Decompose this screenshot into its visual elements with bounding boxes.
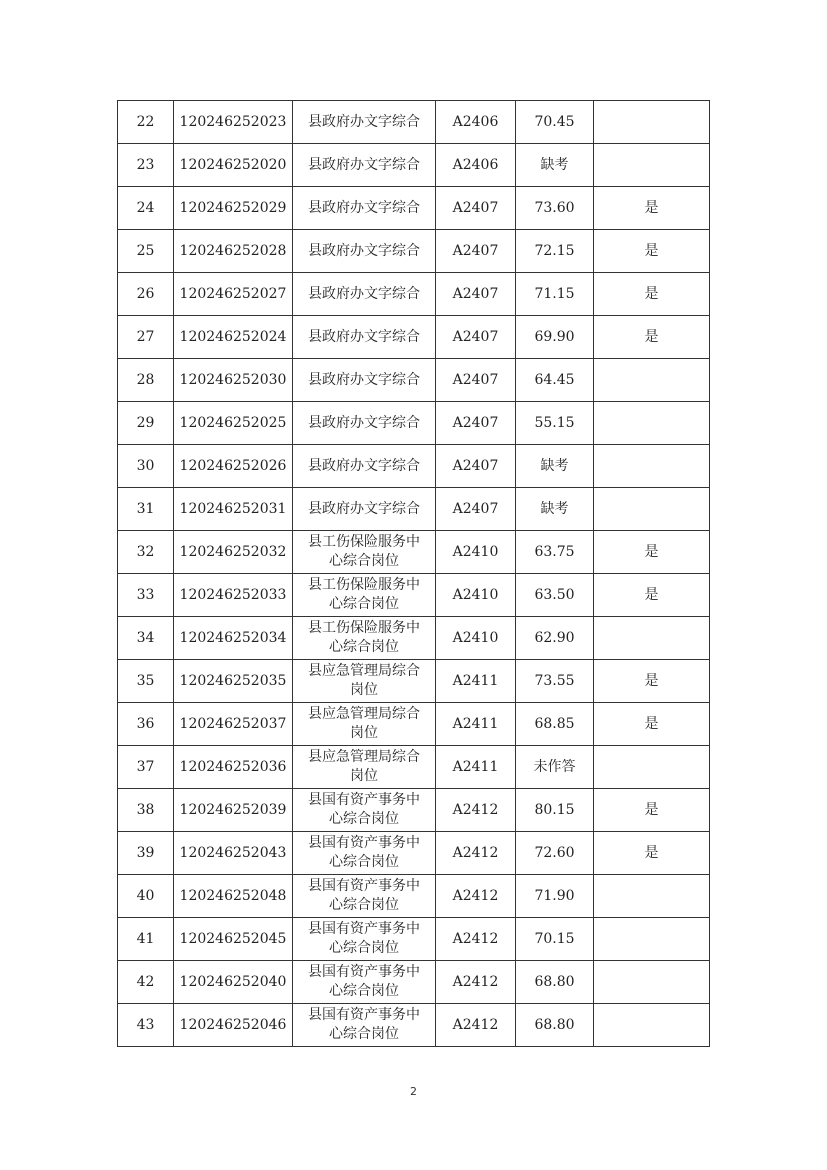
candidate-id-cell: 120246252033 bbox=[174, 574, 293, 617]
table-row bbox=[118, 359, 710, 402]
position-code-cell: A2410 bbox=[436, 531, 516, 574]
position-code-cell: A2407 bbox=[436, 445, 516, 488]
score-cell: 73.60 bbox=[516, 187, 594, 230]
row-number-cell: 23 bbox=[118, 144, 174, 187]
interview-flag-cell bbox=[594, 101, 710, 144]
position-code-cell: A2407 bbox=[436, 359, 516, 402]
position-cell: 县应急管理局综合 岗位 bbox=[293, 703, 436, 746]
interview-flag-cell bbox=[594, 144, 710, 187]
candidate-id-cell: 120246252032 bbox=[174, 531, 293, 574]
position-code-cell: A2412 bbox=[436, 832, 516, 875]
position-code-cell: A2407 bbox=[436, 187, 516, 230]
score-cell: 68.80 bbox=[516, 961, 594, 1004]
interview-flag-cell bbox=[594, 875, 710, 918]
score-cell: 69.90 bbox=[516, 316, 594, 359]
score-cell: 62.90 bbox=[516, 617, 594, 660]
table-row bbox=[118, 101, 710, 144]
table-row bbox=[118, 746, 710, 789]
position-cell: 县政府办文字综合 bbox=[293, 273, 436, 316]
candidate-id-cell: 120246252040 bbox=[174, 961, 293, 1004]
interview-flag-cell: 是 bbox=[594, 531, 710, 574]
position-code-cell: A2406 bbox=[436, 144, 516, 187]
candidate-id-cell: 120246252048 bbox=[174, 875, 293, 918]
table-row bbox=[118, 445, 710, 488]
position-cell: 县国有资产事务中 心综合岗位 bbox=[293, 918, 436, 961]
score-cell: 80.15 bbox=[516, 789, 594, 832]
row-number-cell: 42 bbox=[118, 961, 174, 1004]
interview-flag-cell: 是 bbox=[594, 832, 710, 875]
position-cell: 县应急管理局综合 岗位 bbox=[293, 746, 436, 789]
score-cell: 70.45 bbox=[516, 101, 594, 144]
candidate-id-cell: 120246252024 bbox=[174, 316, 293, 359]
interview-flag-cell bbox=[594, 359, 710, 402]
position-cell: 县政府办文字综合 bbox=[293, 488, 436, 531]
score-cell: 70.15 bbox=[516, 918, 594, 961]
score-cell: 未作答 bbox=[516, 746, 594, 789]
score-cell: 72.15 bbox=[516, 230, 594, 273]
row-number-cell: 34 bbox=[118, 617, 174, 660]
table-row bbox=[118, 316, 710, 359]
row-number-cell: 22 bbox=[118, 101, 174, 144]
table-row bbox=[118, 144, 710, 187]
candidate-id-cell: 120246252046 bbox=[174, 1004, 293, 1047]
position-code-cell: A2411 bbox=[436, 746, 516, 789]
candidate-id-cell: 120246252043 bbox=[174, 832, 293, 875]
score-cell: 68.80 bbox=[516, 1004, 594, 1047]
score-cell: 缺考 bbox=[516, 144, 594, 187]
position-code-cell: A2407 bbox=[436, 273, 516, 316]
position-cell: 县政府办文字综合 bbox=[293, 144, 436, 187]
position-code-cell: A2410 bbox=[436, 617, 516, 660]
interview-flag-cell bbox=[594, 488, 710, 531]
interview-flag-cell: 是 bbox=[594, 273, 710, 316]
row-number-cell: 26 bbox=[118, 273, 174, 316]
results-table bbox=[117, 100, 710, 1047]
row-number-cell: 33 bbox=[118, 574, 174, 617]
position-cell: 县政府办文字综合 bbox=[293, 402, 436, 445]
position-code-cell: A2412 bbox=[436, 875, 516, 918]
candidate-id-cell: 120246252037 bbox=[174, 703, 293, 746]
row-number-cell: 40 bbox=[118, 875, 174, 918]
position-cell: 县政府办文字综合 bbox=[293, 187, 436, 230]
row-number-cell: 30 bbox=[118, 445, 174, 488]
table-row bbox=[118, 187, 710, 230]
score-cell: 55.15 bbox=[516, 402, 594, 445]
row-number-cell: 39 bbox=[118, 832, 174, 875]
score-cell: 缺考 bbox=[516, 488, 594, 531]
position-code-cell: A2407 bbox=[436, 488, 516, 531]
row-number-cell: 32 bbox=[118, 531, 174, 574]
row-number-cell: 29 bbox=[118, 402, 174, 445]
score-cell: 71.15 bbox=[516, 273, 594, 316]
interview-flag-cell: 是 bbox=[594, 187, 710, 230]
interview-flag-cell bbox=[594, 402, 710, 445]
score-cell: 64.45 bbox=[516, 359, 594, 402]
position-code-cell: A2412 bbox=[436, 918, 516, 961]
position-code-cell: A2407 bbox=[436, 230, 516, 273]
row-number-cell: 43 bbox=[118, 1004, 174, 1047]
table-row bbox=[118, 961, 710, 1004]
position-code-cell: A2406 bbox=[436, 101, 516, 144]
candidate-id-cell: 120246252025 bbox=[174, 402, 293, 445]
row-number-cell: 36 bbox=[118, 703, 174, 746]
position-code-cell: A2410 bbox=[436, 574, 516, 617]
table-row bbox=[118, 789, 710, 832]
table-row bbox=[118, 918, 710, 961]
score-cell: 63.75 bbox=[516, 531, 594, 574]
table-row bbox=[118, 488, 710, 531]
candidate-id-cell: 120246252030 bbox=[174, 359, 293, 402]
interview-flag-cell: 是 bbox=[594, 660, 710, 703]
candidate-id-cell: 120246252036 bbox=[174, 746, 293, 789]
position-cell: 县政府办文字综合 bbox=[293, 101, 436, 144]
interview-flag-cell bbox=[594, 617, 710, 660]
position-cell: 县工伤保险服务中 心综合岗位 bbox=[293, 531, 436, 574]
interview-flag-cell bbox=[594, 918, 710, 961]
position-cell: 县应急管理局综合 岗位 bbox=[293, 660, 436, 703]
position-code-cell: A2412 bbox=[436, 1004, 516, 1047]
position-cell: 县政府办文字综合 bbox=[293, 359, 436, 402]
candidate-id-cell: 120246252039 bbox=[174, 789, 293, 832]
position-cell: 县国有资产事务中 心综合岗位 bbox=[293, 1004, 436, 1047]
interview-flag-cell: 是 bbox=[594, 230, 710, 273]
row-number-cell: 24 bbox=[118, 187, 174, 230]
position-cell: 县国有资产事务中 心综合岗位 bbox=[293, 789, 436, 832]
position-cell: 县工伤保险服务中 心综合岗位 bbox=[293, 617, 436, 660]
score-cell: 72.60 bbox=[516, 832, 594, 875]
candidate-id-cell: 120246252035 bbox=[174, 660, 293, 703]
row-number-cell: 28 bbox=[118, 359, 174, 402]
table-row bbox=[118, 703, 710, 746]
score-cell: 缺考 bbox=[516, 445, 594, 488]
candidate-id-cell: 120246252020 bbox=[174, 144, 293, 187]
position-code-cell: A2412 bbox=[436, 789, 516, 832]
row-number-cell: 25 bbox=[118, 230, 174, 273]
score-cell: 71.90 bbox=[516, 875, 594, 918]
candidate-id-cell: 120246252028 bbox=[174, 230, 293, 273]
candidate-id-cell: 120246252031 bbox=[174, 488, 293, 531]
interview-flag-cell bbox=[594, 1004, 710, 1047]
table-row bbox=[118, 1004, 710, 1047]
interview-flag-cell bbox=[594, 445, 710, 488]
position-cell: 县政府办文字综合 bbox=[293, 316, 436, 359]
interview-flag-cell bbox=[594, 961, 710, 1004]
row-number-cell: 31 bbox=[118, 488, 174, 531]
candidate-id-cell: 120246252027 bbox=[174, 273, 293, 316]
row-number-cell: 35 bbox=[118, 660, 174, 703]
table-row bbox=[118, 230, 710, 273]
row-number-cell: 41 bbox=[118, 918, 174, 961]
row-number-cell: 38 bbox=[118, 789, 174, 832]
position-cell: 县国有资产事务中 心综合岗位 bbox=[293, 832, 436, 875]
candidate-id-cell: 120246252026 bbox=[174, 445, 293, 488]
table-row bbox=[118, 273, 710, 316]
interview-flag-cell: 是 bbox=[594, 703, 710, 746]
results-table-body bbox=[118, 101, 710, 1047]
position-code-cell: A2411 bbox=[436, 703, 516, 746]
table-row bbox=[118, 660, 710, 703]
interview-flag-cell bbox=[594, 746, 710, 789]
score-cell: 68.85 bbox=[516, 703, 594, 746]
position-code-cell: A2407 bbox=[436, 316, 516, 359]
position-cell: 县政府办文字综合 bbox=[293, 445, 436, 488]
table-row bbox=[118, 402, 710, 445]
position-code-cell: A2412 bbox=[436, 961, 516, 1004]
interview-flag-cell: 是 bbox=[594, 789, 710, 832]
position-cell: 县工伤保险服务中 心综合岗位 bbox=[293, 574, 436, 617]
table-row bbox=[118, 531, 710, 574]
score-cell: 63.50 bbox=[516, 574, 594, 617]
candidate-id-cell: 120246252034 bbox=[174, 617, 293, 660]
position-cell: 县政府办文字综合 bbox=[293, 230, 436, 273]
position-cell: 县国有资产事务中 心综合岗位 bbox=[293, 875, 436, 918]
interview-flag-cell: 是 bbox=[594, 316, 710, 359]
table-row bbox=[118, 617, 710, 660]
row-number-cell: 27 bbox=[118, 316, 174, 359]
candidate-id-cell: 120246252023 bbox=[174, 101, 293, 144]
table-row bbox=[118, 875, 710, 918]
position-cell: 县国有资产事务中 心综合岗位 bbox=[293, 961, 436, 1004]
candidate-id-cell: 120246252029 bbox=[174, 187, 293, 230]
candidate-id-cell: 120246252045 bbox=[174, 918, 293, 961]
page-number: 2 bbox=[410, 1085, 417, 1098]
position-code-cell: A2407 bbox=[436, 402, 516, 445]
interview-flag-cell: 是 bbox=[594, 574, 710, 617]
position-code-cell: A2411 bbox=[436, 660, 516, 703]
table-row bbox=[118, 574, 710, 617]
score-cell: 73.55 bbox=[516, 660, 594, 703]
row-number-cell: 37 bbox=[118, 746, 174, 789]
table-row bbox=[118, 832, 710, 875]
